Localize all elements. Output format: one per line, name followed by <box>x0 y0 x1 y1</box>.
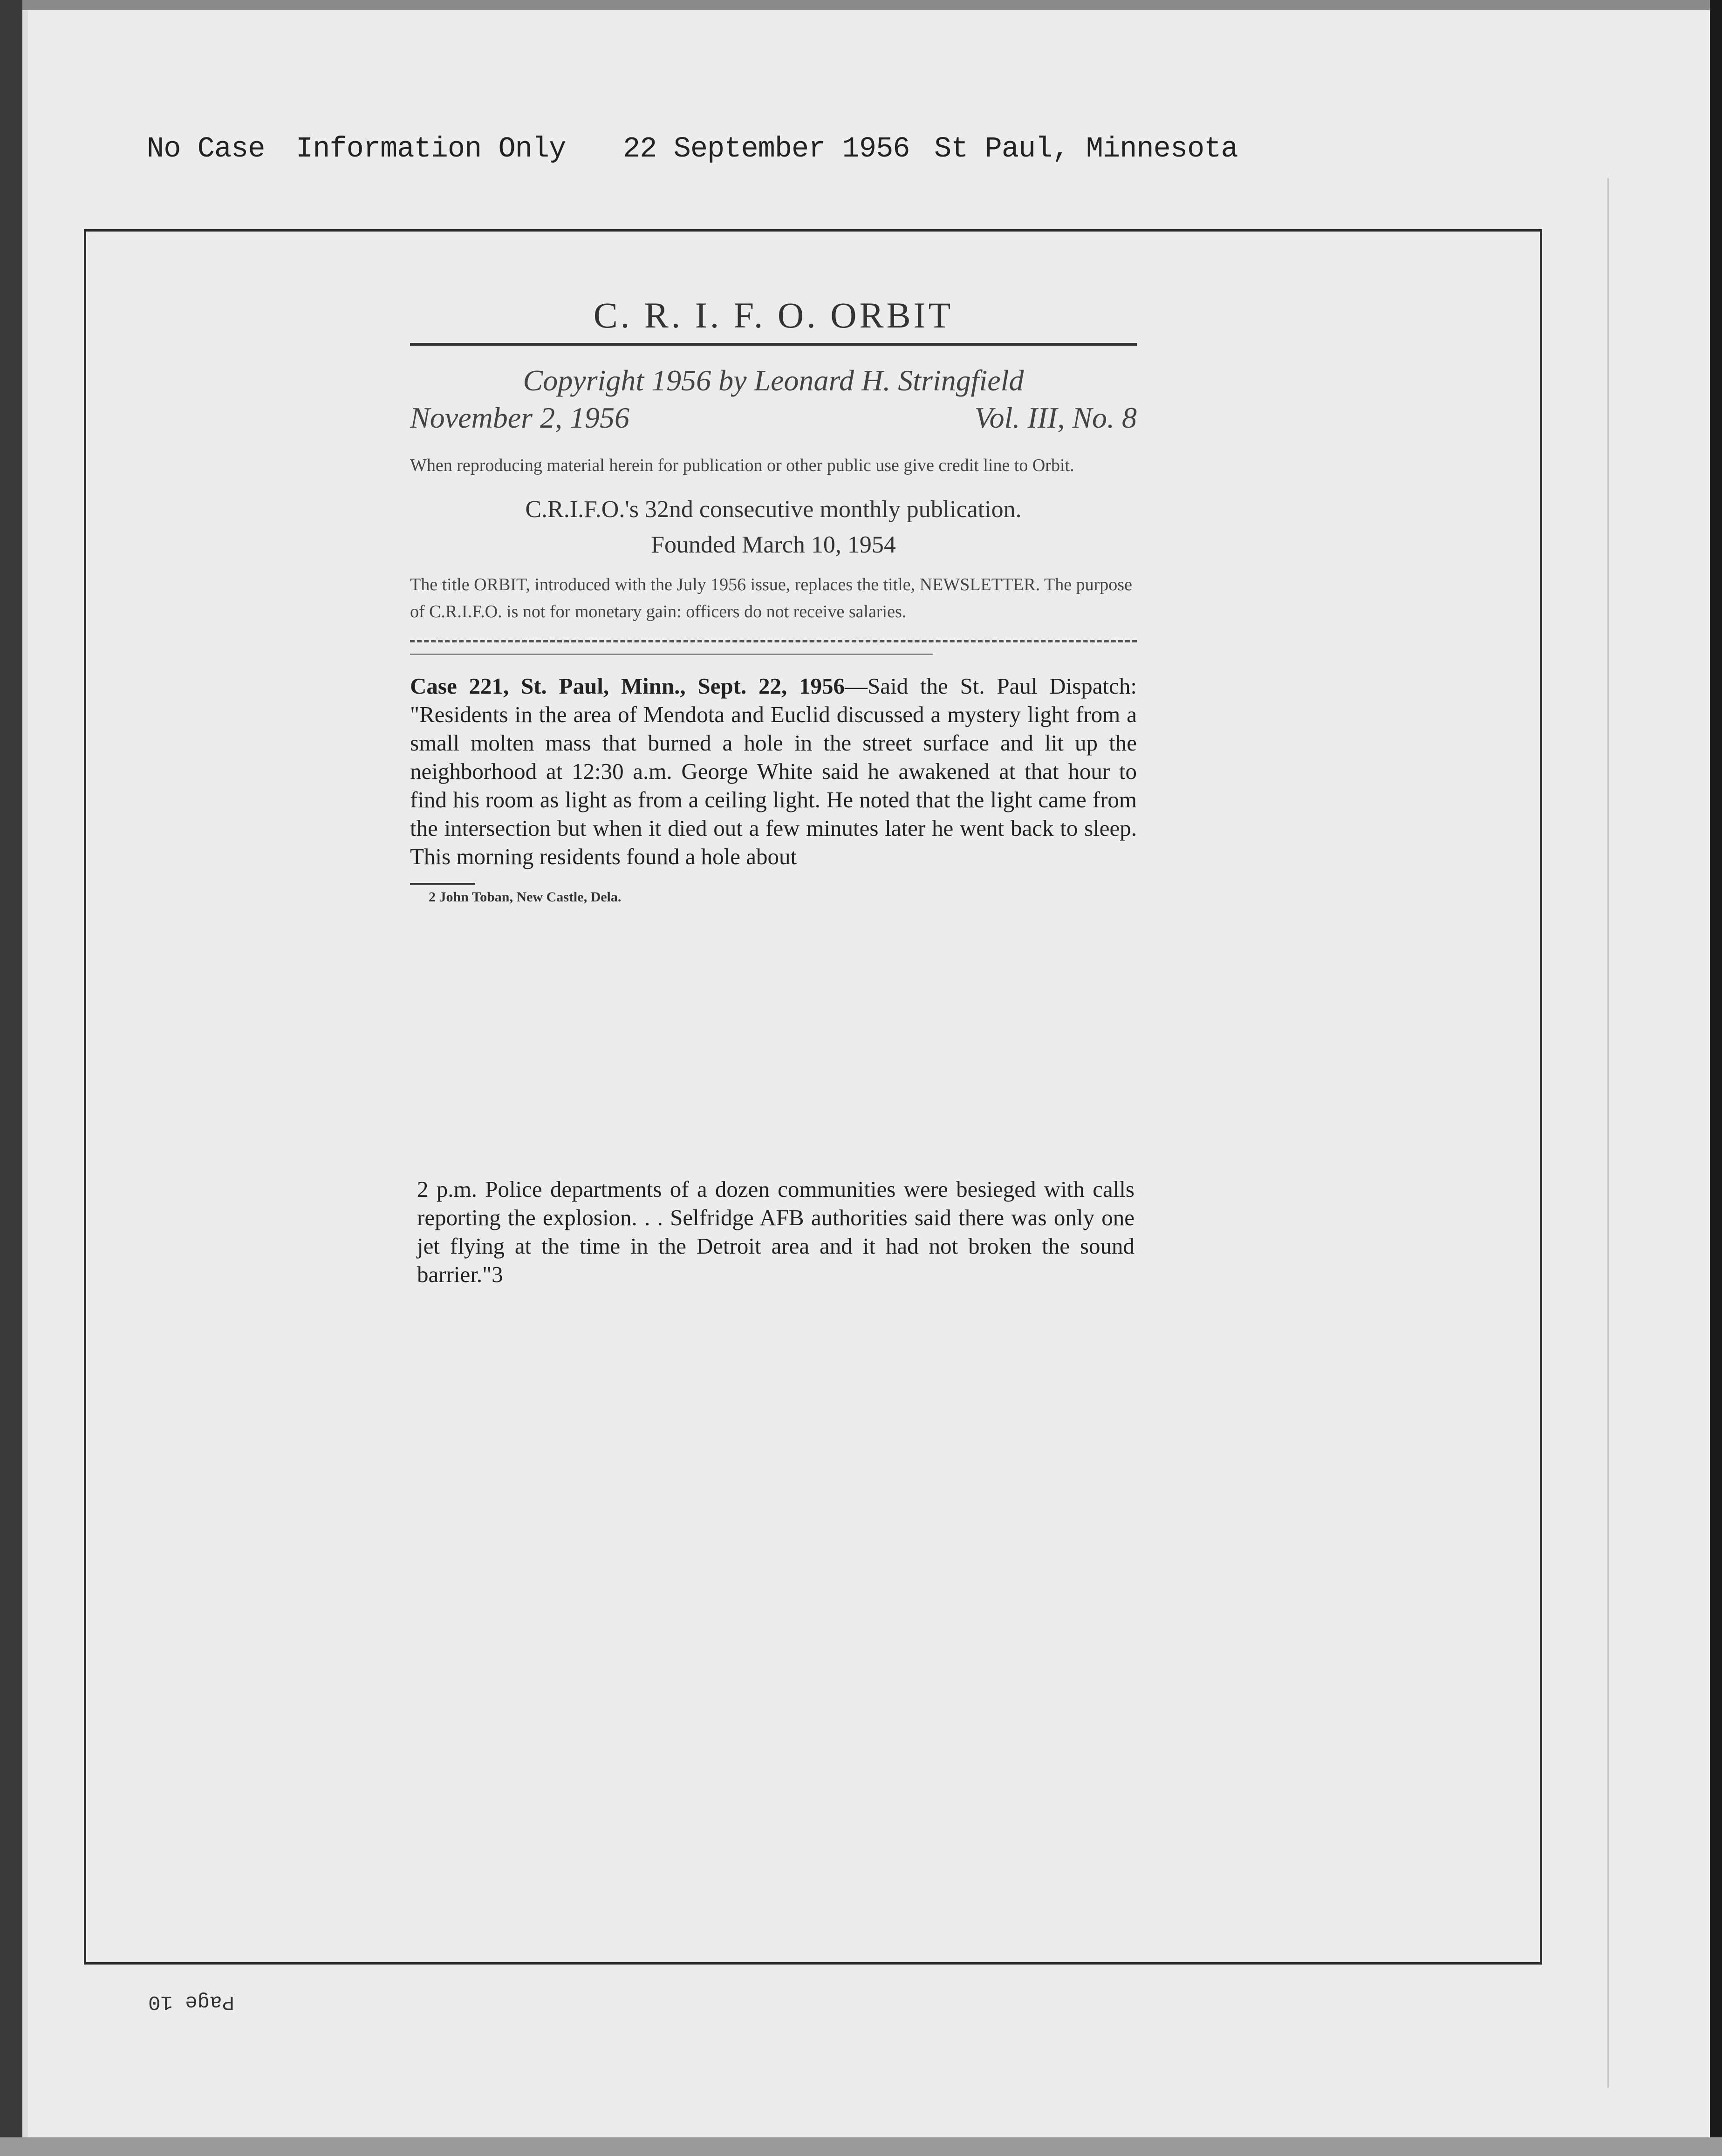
issue-date: November 2, 1956 <box>410 401 630 434</box>
title-note: The title ORBIT, introduced with the July 1956 issue, replaces the title, NEWSLETTER. The purpose of C.R.I.F.O. is not for monetary gain: officers do not receive salaries. <box>410 575 1132 621</box>
case-status: No Case <box>147 132 265 165</box>
newsletter-clipping <box>410 294 1137 905</box>
info-label: Information Only <box>296 132 566 165</box>
divider-rule <box>410 640 1137 642</box>
divider-rule-thin <box>410 654 933 655</box>
page-number: Page 10 <box>148 1990 234 2013</box>
copyright-line: Copyright 1956 by Leonard H. Stringfield <box>523 364 1024 397</box>
issue-dateline <box>410 401 1137 439</box>
article-lead: Case 221, St. Paul, Minn., Sept. 22, 1956 <box>410 673 845 699</box>
article-body: —Said the St. Paul Dispatch: "Residents in the area of Mendota and Euclid discussed a mystery light from a small molten mass that burned a hole in the street surface and lit up the neighborhood at 12:30 a.m. George White said he awakened at that hour to find his room as light as from a ceiling light. He noted that the light came from the intersection but when it died out a few minutes later he went back to sleep. This morning residents found a hole about <box>410 673 1137 869</box>
scan-edge-right <box>1710 0 1722 2156</box>
masthead: C. R. I. F. O. ORBIT <box>410 294 1137 346</box>
article-continuation: 2 p.m. Police departments of a dozen communities were besieged with calls reporting the explosion. . . Selfridge AFB authorities said there was only one jet flying at the time in the Detroit area and it had not broken the sound barrier."3 <box>417 1176 1134 1287</box>
footnote: 2 John Toban, New Castle, Dela. <box>429 889 622 905</box>
document-page <box>28 10 1710 2137</box>
scan-edge-left <box>0 0 22 2156</box>
scan-edge-top <box>0 0 1722 10</box>
credit-note: When reproducing material herein for publication or other public use give credit line to Orbit. <box>410 456 1074 475</box>
founded-line: Founded March 10, 1954 <box>651 532 896 558</box>
publication-line: C.R.I.F.O.'s 32nd consecutive monthly publication. <box>525 496 1022 523</box>
issue-volume: Vol. III, No. 8 <box>974 401 1137 434</box>
article-text <box>410 672 1137 871</box>
footnote-rule <box>410 883 475 885</box>
header-location: St Paul, Minnesota <box>934 132 1238 165</box>
page-fold-line <box>1607 178 1609 2088</box>
scan-edge-bottom <box>0 2137 1722 2156</box>
publication-info <box>410 492 1137 563</box>
header-date: 22 September 1956 <box>623 132 910 165</box>
